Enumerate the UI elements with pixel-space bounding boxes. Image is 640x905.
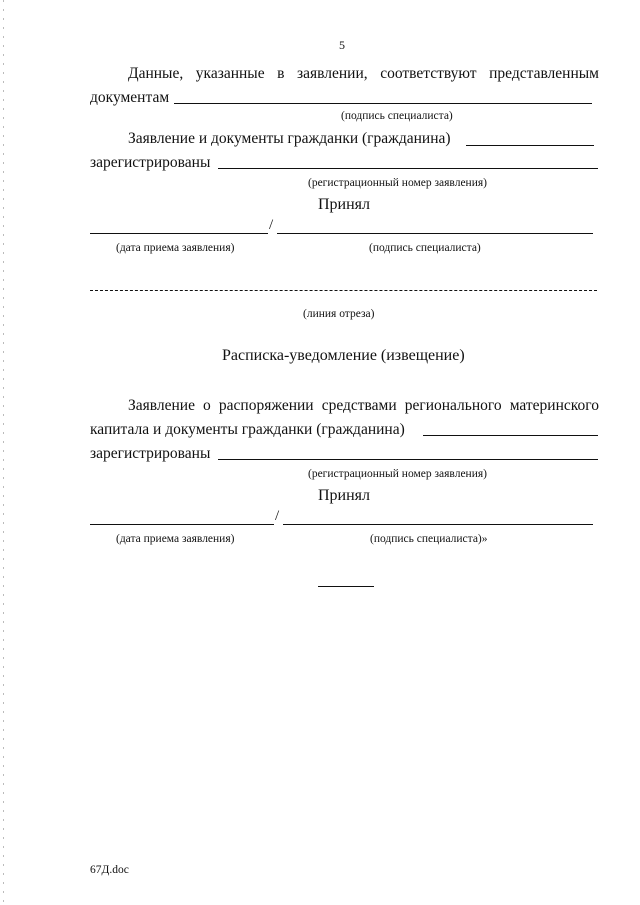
- receipt-accepted: Принял: [318, 487, 371, 504]
- receipt-caption-acceptance-date: (дата приема заявления): [116, 533, 235, 545]
- section1-line3: Заявление и документы гражданки (гражданина): [128, 130, 451, 147]
- citizen-name-line: [466, 145, 594, 146]
- receipt-title: Расписка-уведомление (извещение): [222, 347, 465, 364]
- caption-specialist-signature: (подпись специалиста): [341, 110, 453, 122]
- receipt-caption-registration-number: (регистрационный номер заявления): [308, 468, 487, 480]
- page-number: 5: [339, 38, 345, 52]
- section1-line2-label: документам: [90, 89, 170, 106]
- receipt-line2: капитала и документы гражданки (гражданина): [90, 421, 405, 438]
- slash-separator: /: [269, 217, 274, 233]
- caption-acceptance-date: (дата приема заявления): [116, 242, 235, 254]
- section1-registered-label: зарегистрированы: [90, 154, 211, 171]
- receipt-slash-separator: /: [275, 508, 280, 524]
- receipt-caption-acceptance-signature: (подпись специалиста)»: [370, 533, 488, 545]
- end-separator-line: [318, 586, 374, 587]
- receipt-registration-number-line: [218, 459, 598, 460]
- acceptance-date-line: [90, 233, 268, 234]
- registration-number-line: [218, 168, 598, 169]
- cut-line: [90, 290, 597, 291]
- receipt-citizen-name-line: [423, 435, 598, 436]
- receipt-registered-label: зарегистрированы: [90, 445, 211, 462]
- section1-accepted: Принял: [318, 196, 371, 213]
- section1-line1: Данные, указанные в заявлении, соответствуют представленным: [128, 65, 599, 82]
- receipt-acceptance-signature-line: [283, 524, 593, 525]
- caption-cut-line: (линия отреза): [303, 308, 375, 320]
- receipt-line1: Заявление о распоряжении средствами регионального материнского: [128, 397, 599, 414]
- caption-registration-number: (регистрационный номер заявления): [308, 177, 487, 189]
- caption-acceptance-signature: (подпись специалиста): [369, 242, 481, 254]
- specialist-signature-line: [174, 103, 592, 104]
- acceptance-signature-line: [277, 233, 593, 234]
- receipt-acceptance-date-line: [90, 524, 274, 525]
- binding-margin-line: [3, 0, 4, 905]
- footer-filename: 67Д.doc: [90, 864, 129, 876]
